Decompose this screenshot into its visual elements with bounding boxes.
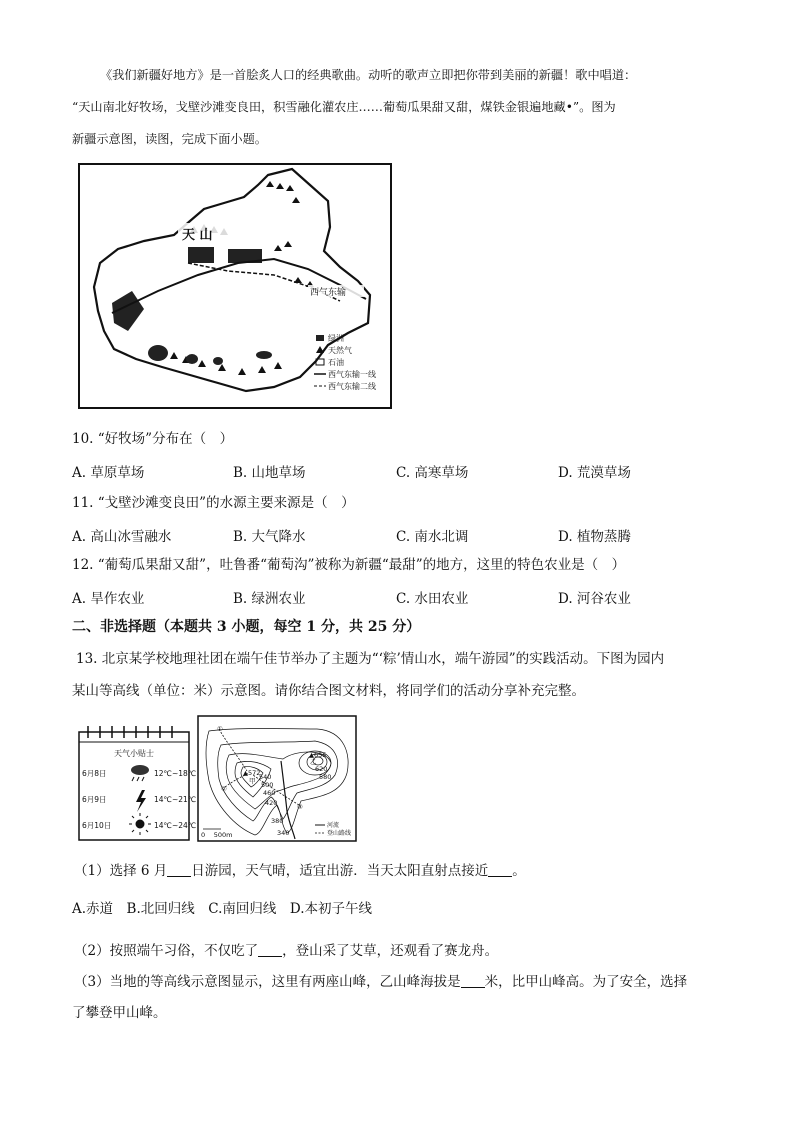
legend-pipeline-2: 西气东输二线 — [328, 382, 376, 391]
contour-label-500: 500 — [261, 781, 274, 789]
section-2-heading: 二、非选择题（本题共 3 小题，每空 1 分，共 25 分） — [72, 619, 421, 635]
question-10-stem: 10. “好牧场”分布在（ ） — [72, 431, 234, 447]
peak-a-name: 甲 — [249, 777, 256, 785]
option-d[interactable]: D. 荒漠草场 — [558, 465, 631, 481]
sub-question-2-part-a: （2）按照端午习俗，不仅吃了 — [74, 943, 259, 959]
xinjiang-map — [78, 163, 392, 409]
sub-question-1-part-b: 日游园，天气晴，适宜出游．当天太阳直射点接近 — [191, 863, 489, 879]
contour-map — [197, 715, 357, 842]
sub-question-3-line-2: 了攀登甲山峰。 — [72, 1005, 167, 1021]
peak-b-elevation: ▲655 — [309, 751, 327, 759]
legend-route: 登山路线 — [327, 830, 352, 837]
legend-oil: 石油 — [328, 358, 344, 367]
contour-label-540: 540 — [259, 773, 272, 781]
calendar-date-2: 6月9日 — [82, 795, 107, 804]
question-12-stem: 12. “葡萄瓜果甜又甜”，吐鲁番“葡萄沟”被称为新疆“最甜”的地方，这里的特色农业是（ ） — [72, 557, 626, 573]
question-10-options — [72, 461, 722, 485]
question-13-line-1: 13. 北京某学校地理社团在端午佳节举办了主题为“‘粽’情山水，端午游园”的实践活动。下图为园内 — [76, 651, 665, 667]
option-c[interactable]: C. 南水北调 — [396, 529, 469, 545]
legend-river: 河流 — [327, 822, 340, 829]
option-a[interactable]: A. 高山冰雪融水 — [72, 529, 172, 545]
contour-label-340: 340 — [277, 829, 290, 837]
calendar-temp-3: 14℃~24℃ — [154, 821, 197, 830]
answer-blank-sun-point[interactable] — [488, 862, 512, 877]
sub-question-1-part-c: 。 — [512, 863, 526, 879]
option-b[interactable]: B. 山地草场 — [233, 465, 306, 481]
sub-question-3 — [74, 966, 724, 998]
label-road: 西气东输 — [310, 288, 347, 298]
option-c[interactable]: C. 高寒草场 — [396, 465, 469, 481]
option-a[interactable]: A. 草原草场 — [72, 465, 145, 481]
calendar-temp-2: 14℃~21℃ — [154, 795, 197, 804]
intro-line-3: 新疆示意图，读图，完成下面小题。 — [72, 132, 267, 146]
option-b[interactable]: B. 大气降水 — [233, 529, 306, 545]
sub-question-2 — [74, 935, 724, 967]
legend-gas: 天然气 — [328, 346, 352, 355]
route-mark-2: ② — [221, 785, 227, 793]
sub-question-3-part-b: 米，比甲山峰高。为了安全，选择 — [484, 974, 688, 990]
weather-calendar — [78, 724, 197, 842]
sub-question-1-options: A.赤道 B.北回归线 C.南回归线 D.本初子午线 — [72, 901, 373, 917]
option-b[interactable]: B. 绿洲农业 — [233, 591, 306, 607]
question-11-stem: 11. “戈壁沙滩变良田”的水源主要来源是（ ） — [72, 495, 355, 511]
legend-oasis: 绿洲 — [328, 334, 344, 343]
contour-label-420: 420 — [265, 799, 278, 807]
scale-bar-label: 0 500m — [201, 831, 233, 839]
sub-question-3-part-a: （3）当地的等高线示意图显示，这里有两座山峰，乙山峰海拔是 — [74, 974, 461, 990]
question-13-line-2: 某山等高线（单位：米）示意图。请你结合图文材料，将同学们的活动分享补充完整。 — [72, 683, 585, 699]
oasis-area-5 — [186, 354, 198, 364]
sub-question-1-part-a: （1）选择 6 月 — [74, 863, 168, 879]
calendar-temp-1: 12℃~18℃ — [154, 769, 197, 778]
calendar-date-1: 6月8日 — [82, 769, 107, 778]
sub-question-1 — [74, 855, 724, 887]
intro-line-2: “天山南北好牧场，戈壁沙滩变良田，积雪融化灌农庄……葡萄瓜果甜又甜，煤铁金银遍地藏•”。图为 — [72, 100, 616, 114]
contour-label-620: 620 — [315, 765, 328, 773]
question-11-options — [72, 525, 722, 549]
oasis-area-1 — [188, 247, 214, 263]
intro-line-1: 《我们新疆好地方》是一首脍炙人口的经典歌曲。动听的歌声立即把你带到美丽的新疆！歌中唱道： — [100, 68, 637, 82]
oasis-area-6 — [213, 357, 223, 365]
calendar-date-3: 6月10日 — [82, 821, 112, 830]
sub-question-2-part-b: ，登山采了艾草，还观看了赛龙舟。 — [282, 943, 499, 959]
question-12-options — [72, 587, 722, 611]
answer-blank-elevation[interactable] — [461, 973, 485, 988]
peak-b-name: 乙 — [310, 758, 317, 766]
calendar-title: 天气小贴士 — [114, 749, 154, 758]
oasis-area-4 — [148, 345, 168, 361]
answer-blank-date[interactable] — [167, 862, 191, 877]
contour-label-580: 580 — [319, 773, 332, 781]
option-c[interactable]: C. 水田农业 — [396, 591, 469, 607]
route-mark-1: ① — [217, 725, 223, 733]
contour-label-460: 460 — [263, 789, 276, 797]
option-a[interactable]: A. 旱作农业 — [72, 591, 145, 607]
peak-a-elevation: ▲572 — [243, 769, 261, 777]
option-d[interactable]: D. 河谷农业 — [558, 591, 631, 607]
oasis-area-7 — [256, 351, 272, 359]
contour-label-380: 380 — [271, 817, 284, 825]
legend-pipeline-1: 西气东输一线 — [328, 370, 376, 379]
label-tianshan: 天 山 — [182, 228, 213, 243]
route-mark-3: ③ — [297, 803, 303, 811]
option-d[interactable]: D. 植物蒸腾 — [558, 529, 631, 545]
answer-blank-food[interactable] — [258, 942, 282, 957]
